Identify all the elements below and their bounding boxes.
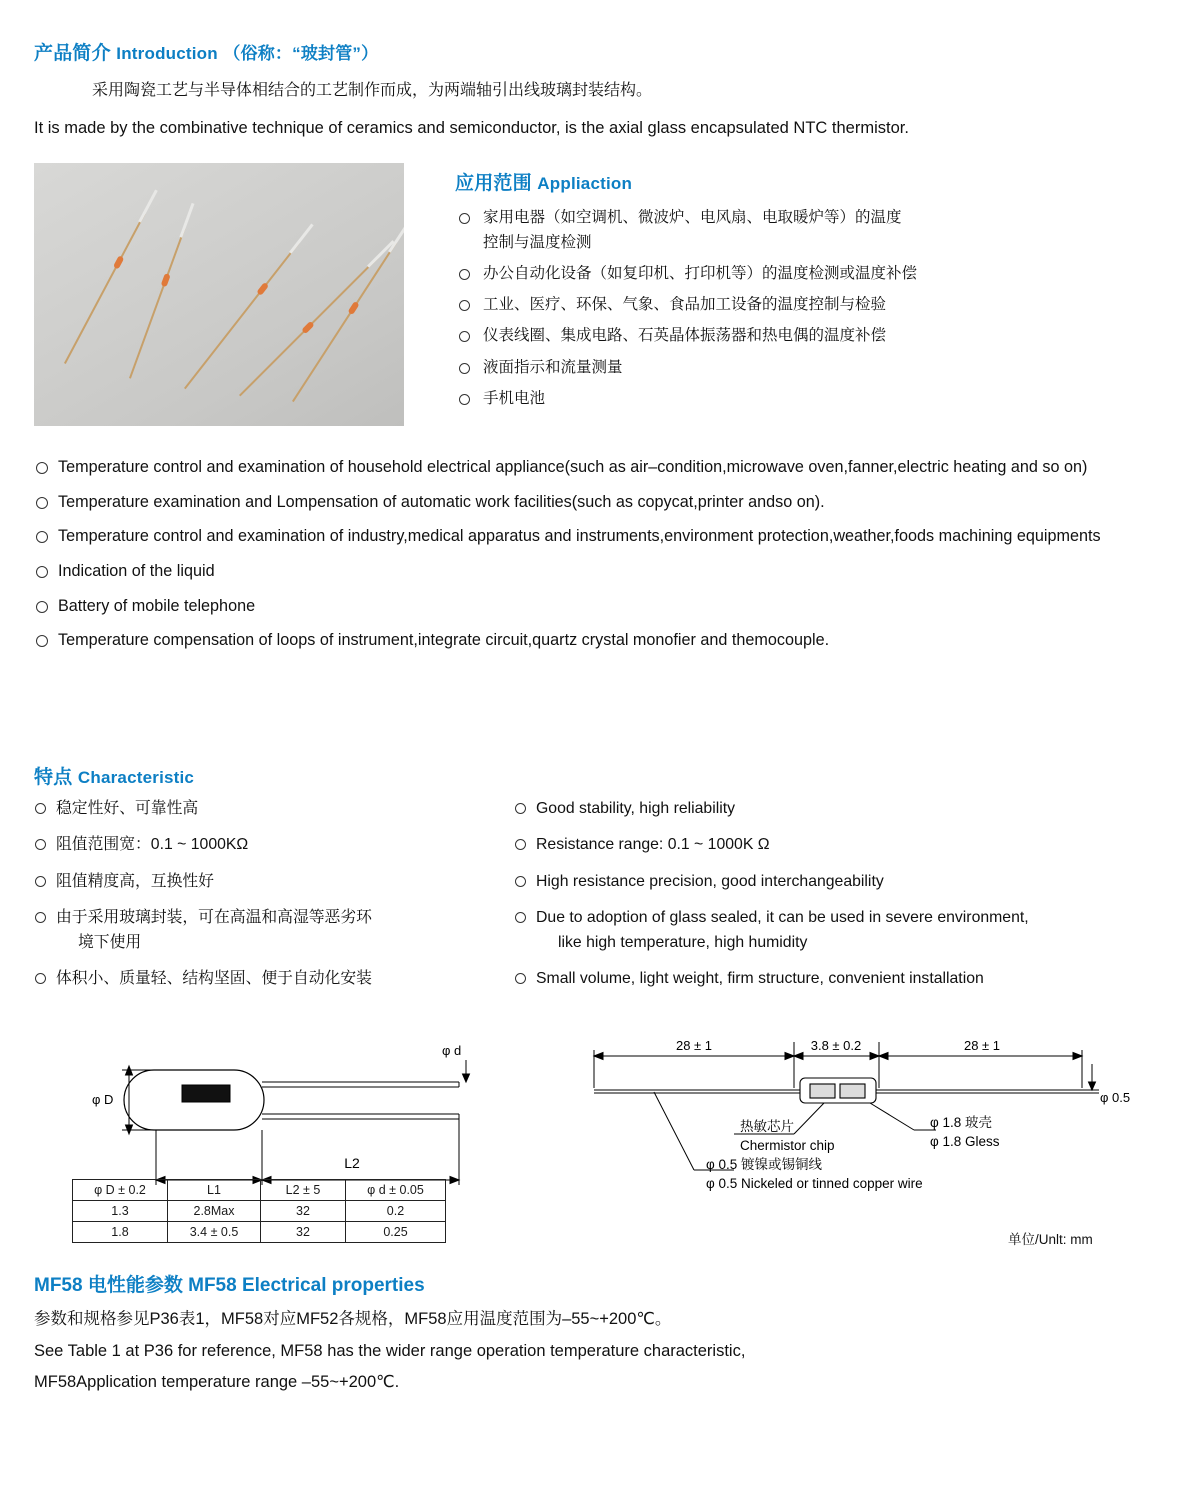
mf58-line-1: 参数和规格参见P36表1，MF58对应MF52各规格，MF58应用温度范围为–55~+200℃。 — [34, 1310, 672, 1328]
unit-note: 单位/Unlt: mm — [1008, 1232, 1093, 1247]
label-chip-en: Chermistor chip — [740, 1138, 835, 1153]
list-item: Temperature control and examination of household electrical appliance(such as air–condition,microwave oven,fanner,electric heating and so on) — [34, 455, 1174, 480]
list-item — [34, 906, 514, 955]
list-item — [34, 833, 514, 857]
characteristic-column-en — [514, 797, 1174, 1004]
characteristic-heading-en: Characteristic — [77, 768, 195, 787]
introduction-heading-paren: （俗称：“玻封管”） — [223, 44, 379, 63]
label-glass-en: φ 1.8 Gless — [930, 1134, 1000, 1149]
cell-L1: 3.4 ± 0.5 — [168, 1222, 261, 1243]
characteristic-item-text: High resistance precision, good interchangeability — [536, 872, 884, 890]
application-list — [455, 205, 1155, 411]
list-item: Temperature compensation of loops of instrument,integrate circuit,quartz crystal monofier and themocouple. — [34, 628, 1174, 653]
label-L2: L2 — [344, 1155, 360, 1171]
list-item — [34, 870, 514, 894]
cell-phiD: 1.3 — [73, 1201, 168, 1222]
dimension-table — [72, 1179, 446, 1243]
introduction-section — [34, 38, 1174, 140]
col-header-phid: φ d ± 0.05 — [346, 1180, 446, 1201]
introduction-text-en: It is made by the combinative technique of ceramics and semiconductor, is the axial glass encapsulated NTC thermistor. — [34, 119, 909, 137]
dim-right-28: 28 ± 1 — [963, 1038, 1001, 1053]
characteristic-item-text: 阻值范围宽：0.1 ~ 1000KΩ — [56, 836, 249, 854]
mf58-heading: MF58 电性能参数 MF58 Electrical properties — [34, 1275, 425, 1296]
application-item-text: 仪表线圈、集成电路、石英晶体振荡器和热电偶的温度补偿 — [483, 327, 887, 345]
list-item: Temperature examination and Lompensation of automatic work facilities(such as copycat,printer andso on). — [34, 490, 1174, 515]
mf58-line-2: See Table 1 at P36 for reference, MF58 has the wider range operation temperature characteristic, — [34, 1341, 746, 1360]
cell-phid: 0.25 — [346, 1222, 446, 1243]
characteristic-item-text: Resistance range: 0.1 ~ 1000K Ω — [536, 836, 770, 854]
list-item — [455, 355, 1155, 380]
list-item — [455, 292, 1155, 317]
label-phi-d: φ d — [442, 1043, 462, 1058]
label-glass-cn: φ 1.8 玻壳 — [930, 1115, 993, 1130]
introduction-heading-en: Introduction — [116, 44, 218, 63]
list-item — [455, 386, 1155, 411]
list-item — [514, 870, 1174, 894]
cell-L1: 2.8Max — [168, 1201, 261, 1222]
list-item — [34, 797, 514, 821]
label-chip-cn: 热敏芯片 — [740, 1119, 794, 1134]
characteristic-list-cn — [34, 797, 514, 992]
list-item: Indication of the liquid — [34, 559, 1174, 584]
table-row — [73, 1201, 446, 1222]
characteristic-section — [34, 762, 1174, 1004]
col-header-phiD: φ D ± 0.2 — [73, 1180, 168, 1201]
list-item: Battery of mobile telephone — [34, 594, 1174, 619]
list-item — [514, 833, 1174, 857]
application-heading — [455, 168, 1155, 195]
list-item — [514, 967, 1174, 991]
list-item — [34, 967, 514, 991]
application-item-text: 工业、医疗、环保、气象、食品加工设备的温度控制与检验 — [483, 296, 887, 314]
characteristic-item-text-2: 境下使用 — [78, 933, 142, 951]
application-item-text: 手机电池 — [483, 389, 546, 407]
cell-L2: 32 — [261, 1222, 346, 1243]
introduction-heading-cn: 产品简介 — [34, 43, 111, 64]
application-heading-cn: 应用范围 — [455, 173, 532, 194]
dim-phi-0-5: φ 0.5 — [1100, 1090, 1131, 1105]
label-phi-D: φ D — [92, 1092, 114, 1107]
list-item — [455, 323, 1155, 348]
characteristic-list-en — [514, 797, 1174, 992]
application-english-section — [34, 455, 1174, 663]
application-item-text-2: 控制与温度检测 — [483, 234, 592, 252]
table-header-row — [73, 1180, 446, 1201]
application-item-text: 办公自动化设备（如复印机、打印机等）的温度检测或温度补偿 — [483, 265, 918, 283]
application-item-text: 家用电器（如空调机、微波炉、电风扇、电取暖炉等）的温度 — [483, 209, 902, 226]
mf58-section — [34, 1270, 1174, 1402]
label-wire-en: φ 0.5 Nickeled or tinned copper wire — [706, 1176, 923, 1191]
characteristic-item-text: Small volume, light weight, firm structure, convenient installation — [536, 970, 984, 988]
characteristic-item-text-2: like high temperature, high humidity — [558, 933, 808, 951]
characteristic-column-cn — [34, 797, 514, 1004]
list-item — [514, 797, 1174, 821]
characteristic-item-text: 由于采用玻璃封装，可在高温和高湿等恶劣环 — [56, 909, 372, 927]
introduction-heading — [34, 38, 1174, 65]
characteristic-item-text: Due to adoption of glass sealed, it can be used in severe environment, — [536, 909, 1029, 927]
introduction-text-cn: 采用陶瓷工艺与半导体相结合的工艺制作而成，为两端轴引出线玻璃封装结构。 — [92, 82, 653, 99]
application-english-list — [34, 455, 1174, 653]
list-item — [455, 205, 1155, 255]
characteristic-item-text: 稳定性好、可靠性高 — [56, 800, 199, 817]
characteristic-heading-cn: 特点 — [34, 767, 73, 788]
mf58-line-3: MF58Application temperature range –55~+200℃. — [34, 1373, 400, 1392]
cell-L2: 32 — [261, 1201, 346, 1222]
list-item — [514, 906, 1174, 955]
characteristic-item-text: Good stability, high reliability — [536, 800, 736, 817]
cell-phid: 0.2 — [346, 1201, 446, 1222]
characteristic-item-text: 体积小、质量轻、结构坚固、便于自动化安装 — [56, 970, 372, 988]
col-header-L1: L1 — [168, 1180, 261, 1201]
dim-left-28: 28 ± 1 — [675, 1038, 713, 1053]
label-wire-cn: φ 0.5 镀镍或锡铜线 — [706, 1157, 823, 1172]
cell-phiD: 1.8 — [73, 1222, 168, 1243]
dim-mid-3-8: 3.8 ± 0.2 — [810, 1038, 862, 1053]
list-item: Temperature control and examination of industry,medical apparatus and instruments,environment protection,weather,foods machining equipments — [34, 524, 1174, 549]
table-row — [73, 1222, 446, 1243]
product-photo — [34, 163, 404, 426]
application-section — [455, 168, 1155, 417]
application-heading-en: Appliaction — [537, 174, 633, 193]
list-item — [455, 261, 1155, 286]
characteristic-item-text: 阻值精度高，互换性好 — [56, 872, 214, 890]
application-item-text: 液面指示和流量测量 — [483, 358, 623, 376]
col-header-L2: L2 ± 5 — [261, 1180, 346, 1201]
characteristic-heading — [34, 762, 1174, 789]
